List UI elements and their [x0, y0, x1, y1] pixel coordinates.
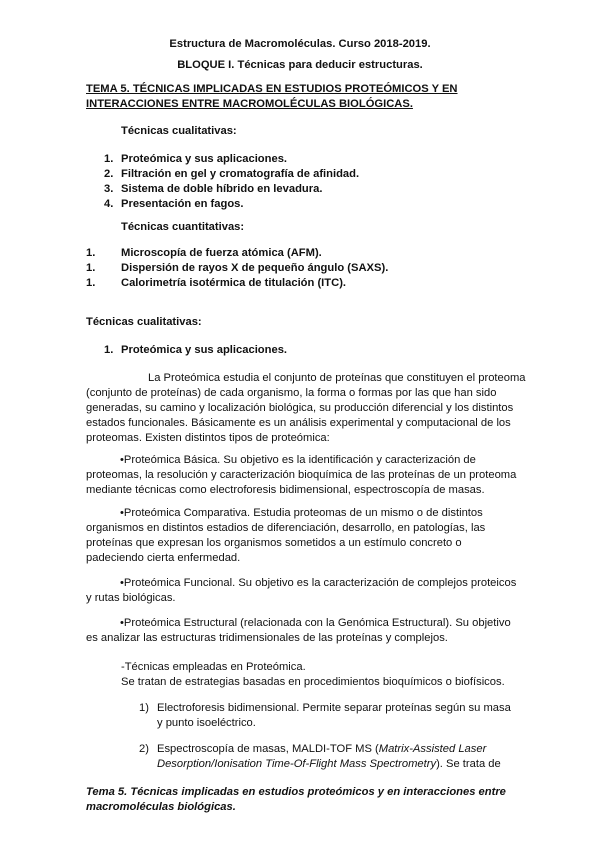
list-item-text: Sistema de doble híbrido en levadura. — [121, 183, 323, 195]
text-run-italic: Matrix-Assisted Laser — [378, 743, 487, 755]
paragraph-line — [157, 757, 501, 772]
list-item-text: Calorimetría isotérmica de titulación (ITC). — [121, 277, 347, 289]
paragraph-line: La Proteómica estudia el conjunto de proteínas que constituyen el proteoma — [148, 372, 526, 384]
index-quantitative-heading: Técnicas cuantitativas: — [121, 221, 245, 233]
techniques-paragraph — [121, 660, 505, 690]
list-item-number: 1) — [139, 702, 149, 714]
paragraph-line: •Proteómica Estructural (relacionada con la Genómica Estructural). Su objetivo — [120, 617, 511, 629]
course-title: Estructura de Macromoléculas. Curso 2018-2019. — [169, 38, 431, 50]
paragraph-line: •Proteómica Básica. Su objetivo es la identificación y caracterización de — [120, 454, 476, 466]
paragraph-line: •Proteómica Funcional. Su objetivo es la caracterización de complejos proteicos — [120, 577, 517, 589]
intro-paragraph — [86, 371, 526, 446]
technique-item-2 — [139, 742, 501, 772]
index-qualitative-list — [104, 152, 504, 212]
topic-title — [86, 82, 458, 112]
paragraph-line: mediante técnicas como electroforesis bidimensional, espectroscopía de masas. — [86, 484, 485, 496]
list-item-number: 1. — [86, 277, 96, 289]
footer-line: macromoléculas biológicas. — [86, 801, 236, 813]
list-item-number: 4. — [104, 198, 114, 210]
paragraph-line: proteínas que expresan los organismos sometidos a un estímulo concreto o — [86, 537, 462, 549]
paragraph-line: •Proteómica Comparativa. Estudia proteomas de un mismo o de distintos — [120, 507, 483, 519]
list-item-number: 1. — [104, 153, 114, 165]
paragraph-line: generadas, su camino y localización biológica, su producción diferencial y los distintos — [86, 402, 514, 414]
list-item-number: 2) — [139, 743, 149, 755]
paragraph-line: (conjunto de proteínas) de cada organismo, la forma o formas por las que han sido — [86, 387, 497, 399]
technique-item-1 — [139, 701, 511, 731]
topic-title-line: INTERACCIONES ENTRE MACROMOLÉCULAS BIOLÓGICAS. — [86, 98, 413, 110]
list-item — [86, 261, 506, 276]
list-item-text: Microscopía de fuerza atómica (AFM). — [121, 247, 322, 259]
paragraph-line: y punto isoeléctrico. — [157, 717, 256, 729]
list-item-text: Dispersión de rayos X de pequeño ángulo (SAXS). — [121, 262, 389, 274]
list-item — [86, 276, 506, 291]
structural-proteomics-paragraph — [86, 616, 511, 646]
basic-proteomics-paragraph — [86, 453, 516, 498]
topic-title-line: TEMA 5. TÉCNICAS IMPLICADAS EN ESTUDIOS PROTEÓMICOS Y EN — [86, 83, 458, 95]
block-title: BLOQUE I. Técnicas para deducir estructuras. — [177, 59, 423, 71]
section-item — [104, 343, 504, 358]
text-run: ). Se trata de — [436, 758, 501, 770]
index-qualitative-heading: Técnicas cualitativas: — [121, 125, 237, 137]
list-item-text: Filtración en gel y cromatografía de afinidad. — [121, 168, 360, 180]
list-item — [86, 246, 506, 261]
paragraph-line: es analizar las estructuras tridimensionales de las proteínas y complejos. — [86, 632, 448, 644]
list-item-text: Presentación en fagos. — [121, 198, 244, 210]
list-item-text: Proteómica y sus aplicaciones. — [121, 153, 288, 165]
paragraph-line: proteomas. Existen distintos tipos de proteómica: — [86, 432, 330, 444]
paragraph-line: Se tratan de estrategias basadas en procedimientos bioquímicos o biofísicos. — [121, 676, 505, 688]
list-item — [104, 343, 504, 358]
paragraph-line: -Técnicas empleadas en Proteómica. — [121, 661, 306, 673]
footer-line: Tema 5. Técnicas implicadas en estudios proteómicos y en interacciones entre — [86, 786, 506, 798]
list-item — [104, 197, 504, 212]
list-item-text: Proteómica y sus aplicaciones. — [121, 344, 288, 356]
paragraph-line: y rutas biológicas. — [86, 592, 176, 604]
index-quantitative-list — [86, 246, 506, 291]
list-item-number: 1. — [104, 344, 114, 356]
list-item — [104, 182, 504, 197]
list-item-number: 1. — [86, 247, 96, 259]
comparative-proteomics-paragraph — [86, 506, 485, 566]
list-item-number: 2. — [104, 168, 114, 180]
list-item — [104, 167, 504, 182]
list-item — [104, 152, 504, 167]
paragraph-line — [157, 742, 501, 757]
paragraph-line: estados funcionales. Básicamente es un análisis experimental y computacional de los — [86, 417, 511, 429]
paragraph-line: organismos en distintos estadios de diferenciación, desarrollo, en patologías, las — [86, 522, 486, 534]
paragraph-line: proteomas, la resolución y caracterización bioquímica de las proteínas de un proteoma — [86, 469, 517, 481]
text-run: Espectroscopía de masas, MALDI-TOF MS ( — [157, 743, 379, 755]
paragraph-line: Electroforesis bidimensional. Permite separar proteínas según su masa — [157, 702, 511, 714]
list-item-number: 1. — [86, 262, 96, 274]
functional-proteomics-paragraph — [86, 576, 516, 606]
page-footer — [86, 785, 506, 815]
text-run-italic: Desorption/Ionisation Time-Of-Flight Mass Spectrometry — [157, 758, 437, 770]
section-heading: Técnicas cualitativas: — [86, 316, 202, 328]
paragraph-line: padeciendo cierta enfermedad. — [86, 552, 241, 564]
list-item-number: 3. — [104, 183, 114, 195]
